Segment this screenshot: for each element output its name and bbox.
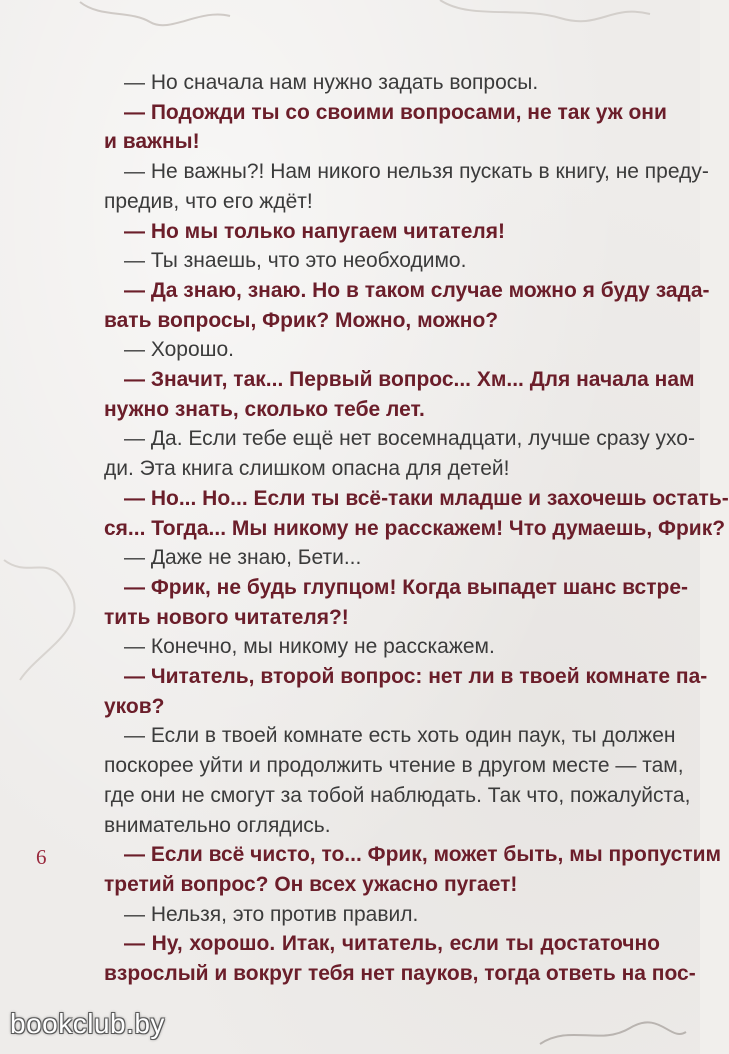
text-line: — Нельзя, это против правил. bbox=[124, 902, 419, 926]
text-line: где они не смогут за тобой наблюдать. Так что, пожалуйста, bbox=[104, 783, 691, 807]
text-line: — Подожди ты со своими вопросами, не так уж они bbox=[124, 100, 667, 124]
text-line: — Ты знаешь, что это необходимо. bbox=[124, 249, 467, 273]
text-line: — Значит, так... Первый вопрос... Хм... Для начала нам bbox=[124, 368, 695, 391]
text-line: — Если в твоей комнате есть хоть один паук, ты должен bbox=[124, 724, 676, 748]
text-line: вать вопросы, Фрик? Можно, можно? bbox=[104, 308, 499, 332]
text-line: — Читатель, второй вопрос: нет ли в твоей комнате па- bbox=[124, 665, 708, 688]
text-line: — Но... Но... Если ты всё-таки младше и захочешь остать- bbox=[124, 486, 729, 510]
text-line: — Не важны?! Нам никого нельзя пускать в книгу, не преду- bbox=[124, 160, 709, 184]
background-sketch-bottom bbox=[530, 1014, 690, 1054]
text-line: третий вопрос? Он всех ужасно пугает! bbox=[104, 872, 518, 896]
text-line: — Хорошо. bbox=[124, 338, 235, 362]
text-line: — Если всё чисто, то... Фрик, может быть, мы пропустим bbox=[124, 843, 722, 867]
text-line: ся... Тогда... Мы никому не расскажем! Что думаешь, Фрик? bbox=[104, 516, 726, 540]
background-sketch-left bbox=[0, 520, 90, 720]
text-line: тить нового читателя?! bbox=[104, 605, 349, 629]
page-number: 6 bbox=[36, 845, 47, 869]
text-line: — Но мы только напугаем читателя! bbox=[124, 219, 505, 243]
text-line: — Ну, хорошо. Итак, читатель, если ты достаточно bbox=[124, 932, 660, 956]
text-line: — Фрик, не будь глупцом! Когда выпадет шанс встре- bbox=[124, 575, 688, 599]
text-line: — Да знаю, знаю. Но в таком случае можно я буду зада- bbox=[124, 278, 710, 302]
text-line: предив, что его ждёт! bbox=[104, 189, 313, 213]
text-line: и важны! bbox=[104, 130, 200, 154]
text-line: — Конечно, мы никому не расскажем. bbox=[124, 635, 495, 659]
text-line: внимательно оглядись. bbox=[104, 813, 331, 837]
text-line: нужно знать, сколько тебе лет. bbox=[104, 397, 425, 421]
text-line: — Да. Если тебе ещё нет восемнадцати, лучше сразу ухо- bbox=[124, 427, 695, 451]
text-line: ди. Эта книга слишком опасна для детей! bbox=[104, 457, 510, 481]
text-line: поскорее уйти и продолжить чтение в другом месте — там, bbox=[104, 754, 684, 778]
background-sketch-top bbox=[0, 0, 700, 60]
watermark: bookclub.by bbox=[10, 1008, 165, 1039]
text-line: взрослый и вокруг тебя нет пауков, тогда ответь на пос- bbox=[104, 962, 696, 985]
text-line: — Даже не знаю, Бети... bbox=[124, 546, 362, 570]
text-line: уков? bbox=[104, 694, 165, 718]
text-line: — Но сначала нам нужно задать вопросы. bbox=[124, 71, 539, 94]
